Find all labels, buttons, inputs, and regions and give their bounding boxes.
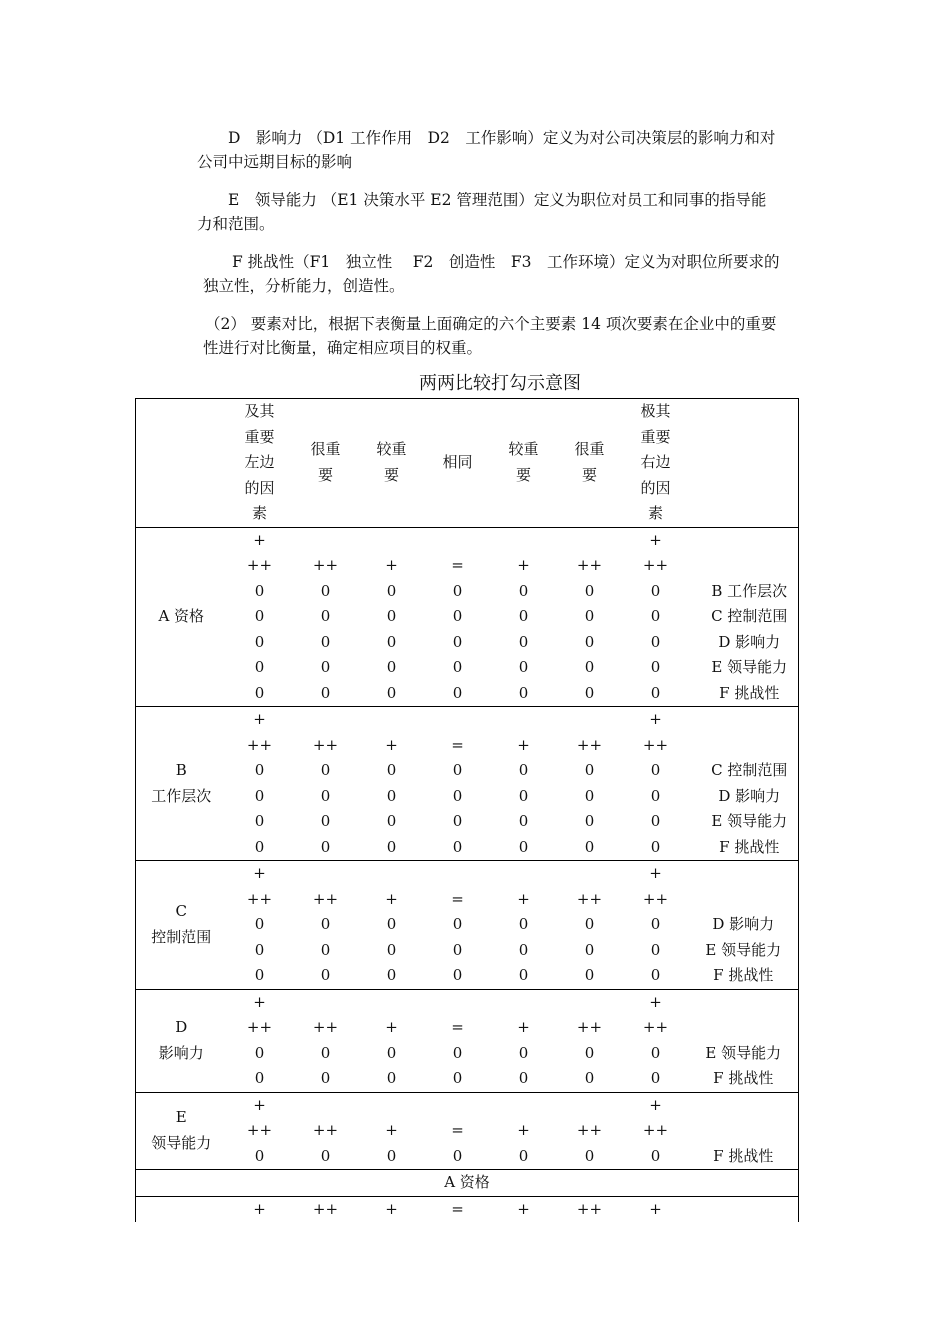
radio-zero[interactable]: 0 — [320, 658, 331, 676]
mark-row-plus — [136, 1092, 799, 1118]
mark-cell: = — [451, 556, 464, 574]
paragraph-f-line1: F 挑战性（F1 独立性 F2 创造性 F3 工作环境）定义为对职位所要求的 — [232, 253, 780, 271]
radio-zero[interactable]: 0 — [518, 940, 529, 959]
radio-zero[interactable]: 0 — [584, 581, 595, 600]
paragraph-d — [197, 126, 809, 174]
blank-cell — [689, 1092, 799, 1118]
mark-cell: + — [385, 1121, 398, 1139]
header-label: 相同 — [442, 453, 473, 471]
option-row — [136, 1066, 799, 1092]
radio-zero[interactable]: 0 — [584, 607, 595, 625]
right-factor-label: E 领导能力 — [705, 940, 782, 959]
mark-cell: + — [517, 556, 530, 574]
option-row — [136, 784, 799, 810]
right-factor-label: F 挑战性 — [713, 1069, 774, 1087]
mark-cell: = — [451, 889, 464, 908]
header-cell — [425, 399, 491, 528]
radio-zero[interactable]: 0 — [452, 786, 463, 805]
mark-cell: + — [623, 861, 689, 887]
radio-zero[interactable]: 0 — [452, 761, 463, 779]
radio-zero[interactable]: 0 — [320, 1043, 331, 1062]
mark-row-double — [136, 1015, 799, 1041]
mark-cell: ++ — [576, 735, 603, 754]
mark-cell: ++ — [312, 889, 339, 908]
option-row — [136, 963, 799, 989]
mark-cell — [491, 1092, 557, 1118]
mark-cell: ++ — [246, 1121, 273, 1139]
footer-label-row — [136, 1170, 799, 1197]
radio-zero[interactable]: 0 — [650, 761, 661, 779]
mark-cell — [557, 989, 623, 1015]
option-row — [136, 1144, 799, 1170]
paragraph-f-line2: 独立性，分析能力，创造性。 — [203, 277, 405, 295]
group-label-line1: E — [175, 1108, 187, 1127]
mark-row-plus — [136, 989, 799, 1015]
group-label-line1: D — [175, 1018, 188, 1036]
mark-cell: ++ — [246, 889, 273, 908]
radio-zero[interactable]: 0 — [386, 837, 397, 856]
right-factor-label: F 挑战性 — [719, 683, 780, 702]
radio-zero[interactable]: 0 — [518, 581, 529, 600]
paragraph-e — [197, 188, 809, 236]
mark-row-double — [136, 887, 799, 913]
radio-zero[interactable]: 0 — [386, 940, 397, 959]
radio-zero[interactable]: 0 — [452, 940, 463, 959]
radio-zero[interactable]: 0 — [650, 812, 661, 830]
group-label-line1: B — [175, 761, 187, 779]
header-label: 很重要 — [574, 440, 605, 484]
mark-cell: ++ — [246, 556, 273, 574]
right-factor-label: C 控制范围 — [711, 607, 788, 625]
radio-zero[interactable]: 0 — [452, 915, 463, 933]
radio-zero[interactable]: 0 — [452, 658, 463, 676]
blank-cell — [689, 1118, 799, 1144]
radio-zero[interactable]: 0 — [320, 837, 331, 856]
header-label: 较重要 — [376, 440, 407, 484]
mark-cell: ++ — [576, 1121, 603, 1139]
paragraph-2 — [197, 312, 809, 360]
blank-cell — [689, 553, 799, 579]
group-label — [136, 527, 227, 707]
mark-cell: ++ — [576, 889, 603, 908]
mark-cell: + — [227, 707, 293, 733]
mark-cell: ++ — [312, 1018, 339, 1036]
mark-cell — [425, 707, 491, 733]
mark-cell: ++ — [293, 1196, 359, 1222]
mark-row-double — [136, 1118, 799, 1144]
radio-zero[interactable]: 0 — [518, 837, 529, 856]
right-factor-label: C 控制范围 — [711, 761, 788, 779]
radio-zero[interactable]: 0 — [386, 915, 397, 933]
mark-cell — [359, 861, 425, 887]
header-label: 及其重要左边的因素 — [244, 402, 275, 522]
right-factor-label: F 挑战性 — [719, 837, 780, 856]
radio-zero[interactable]: 0 — [518, 683, 529, 702]
option-row — [136, 758, 799, 784]
blank-cell — [689, 1015, 799, 1041]
radio-zero[interactable]: 0 — [254, 837, 265, 856]
right-factor-label: F 挑战性 — [713, 966, 774, 984]
mark-cell: ++ — [642, 735, 669, 754]
paragraph-f — [197, 250, 809, 298]
radio-zero[interactable]: 0 — [452, 1043, 463, 1062]
mark-row-plus — [136, 707, 799, 733]
radio-zero[interactable]: 0 — [320, 786, 331, 805]
radio-zero[interactable]: 0 — [650, 1043, 661, 1062]
option-row — [136, 938, 799, 964]
radio-zero[interactable]: 0 — [320, 607, 331, 625]
radio-zero[interactable]: 0 — [452, 632, 463, 651]
radio-zero[interactable]: 0 — [518, 1069, 529, 1087]
mark-cell: ++ — [312, 735, 339, 754]
radio-zero[interactable]: 0 — [254, 761, 265, 779]
right-factor-label: D 影响力 — [718, 786, 781, 805]
mark-cell: + — [385, 1018, 398, 1036]
mark-cell: ++ — [246, 735, 273, 754]
radio-zero[interactable]: 0 — [386, 683, 397, 702]
mark-cell: + — [623, 527, 689, 553]
radio-zero[interactable]: 0 — [452, 607, 463, 625]
radio-zero[interactable]: 0 — [584, 1043, 595, 1062]
mark-cell: ++ — [557, 1196, 623, 1222]
radio-zero[interactable]: 0 — [254, 607, 265, 625]
radio-zero[interactable]: 0 — [254, 812, 265, 830]
mark-row-plus — [136, 527, 799, 553]
blank-cell — [689, 707, 799, 733]
radio-zero[interactable]: 0 — [650, 683, 661, 702]
radio-zero[interactable]: 0 — [452, 966, 463, 984]
radio-zero[interactable]: 0 — [584, 915, 595, 933]
radio-zero[interactable]: 0 — [386, 1146, 397, 1165]
mark-cell: ++ — [642, 889, 669, 908]
blank-cell — [689, 733, 799, 759]
radio-zero[interactable]: 0 — [254, 683, 265, 702]
mark-cell — [491, 707, 557, 733]
radio-zero[interactable]: 0 — [518, 632, 529, 651]
radio-zero[interactable]: 0 — [320, 915, 331, 933]
radio-zero[interactable]: 0 — [320, 940, 331, 959]
radio-zero[interactable]: 0 — [452, 581, 463, 600]
radio-zero[interactable]: 0 — [650, 607, 661, 625]
mark-cell: + — [227, 861, 293, 887]
radio-zero[interactable]: 0 — [452, 683, 463, 702]
header-blank — [136, 399, 227, 528]
mark-cell: ++ — [642, 1121, 669, 1139]
footer-group-label: A 资格 — [136, 1170, 799, 1197]
radio-zero[interactable]: 0 — [650, 786, 661, 805]
radio-zero[interactable]: 0 — [518, 1146, 529, 1165]
radio-zero[interactable]: 0 — [254, 1146, 265, 1165]
mark-cell: + — [359, 1196, 425, 1222]
radio-zero[interactable]: 0 — [650, 966, 661, 984]
mark-row-double — [136, 553, 799, 579]
mark-cell — [491, 989, 557, 1015]
group-label-line2: 领导能力 — [151, 1133, 212, 1152]
header-cell — [359, 399, 425, 528]
mark-cell: + — [517, 1121, 530, 1139]
radio-zero[interactable]: 0 — [320, 812, 331, 830]
radio-zero[interactable]: 0 — [386, 1043, 397, 1062]
mark-cell: + — [623, 707, 689, 733]
mark-cell: + — [623, 989, 689, 1015]
mark-cell: + — [385, 556, 398, 574]
radio-zero[interactable]: 0 — [518, 761, 529, 779]
group-label-line1: C — [175, 902, 187, 921]
mark-cell — [557, 861, 623, 887]
radio-zero[interactable]: 0 — [518, 1043, 529, 1062]
radio-zero[interactable]: 0 — [386, 658, 397, 676]
mark-cell — [359, 1092, 425, 1118]
table-caption: 两两比较打勾示意图 — [419, 373, 581, 394]
radio-zero[interactable]: 0 — [584, 1146, 595, 1165]
group-label-line2: 控制范围 — [151, 927, 212, 946]
header-label: 较重要 — [508, 440, 539, 484]
mark-cell: = — [425, 1196, 491, 1222]
radio-zero[interactable]: 0 — [518, 786, 529, 805]
radio-zero[interactable]: 0 — [584, 786, 595, 805]
right-factor-label: B 工作层次 — [711, 581, 788, 600]
radio-zero[interactable]: 0 — [584, 940, 595, 959]
radio-zero[interactable]: 0 — [254, 786, 265, 805]
group-label — [136, 1092, 227, 1170]
mark-row-plus — [136, 861, 799, 887]
blank-cell — [689, 861, 799, 887]
option-row — [136, 1041, 799, 1067]
blank-cell — [689, 887, 799, 913]
mark-cell — [557, 707, 623, 733]
option-row — [136, 835, 799, 861]
radio-zero[interactable]: 0 — [320, 966, 331, 984]
radio-zero[interactable]: 0 — [254, 915, 265, 933]
radio-zero[interactable]: 0 — [386, 607, 397, 625]
paragraph-2-line1: （2） 要素对比，根据下表衡量上面确定的六个主要素 14 项次要素在企业中的重要 — [205, 315, 777, 333]
mark-cell — [293, 527, 359, 553]
radio-zero[interactable]: 0 — [518, 658, 529, 676]
mark-cell: = — [451, 1018, 464, 1036]
mark-cell: + — [491, 1196, 557, 1222]
radio-zero[interactable]: 0 — [254, 658, 265, 676]
radio-zero[interactable]: 0 — [320, 581, 331, 600]
option-row — [136, 579, 799, 605]
header-cell — [293, 399, 359, 528]
mark-cell — [359, 707, 425, 733]
option-row — [136, 604, 799, 630]
mark-cell: + — [385, 889, 398, 908]
mark-cell — [293, 861, 359, 887]
mark-cell: + — [227, 1196, 293, 1222]
mark-cell: + — [227, 527, 293, 553]
radio-zero[interactable]: 0 — [452, 1069, 463, 1087]
mark-cell: ++ — [642, 556, 669, 574]
mark-row-double — [136, 733, 799, 759]
radio-zero[interactable]: 0 — [650, 581, 661, 600]
mark-cell — [359, 989, 425, 1015]
header-label: 很重要 — [310, 440, 341, 484]
mark-cell: ++ — [642, 1018, 669, 1036]
radio-zero[interactable]: 0 — [386, 581, 397, 600]
mark-cell — [425, 861, 491, 887]
option-row — [136, 809, 799, 835]
mark-cell: + — [623, 1092, 689, 1118]
radio-zero[interactable]: 0 — [518, 607, 529, 625]
radio-zero[interactable]: 0 — [584, 837, 595, 856]
paragraph-d-line2: 公司中远期目标的影响 — [197, 153, 353, 171]
mark-cell — [425, 1092, 491, 1118]
radio-zero[interactable]: 0 — [386, 632, 397, 651]
radio-zero[interactable]: 0 — [254, 1043, 265, 1062]
group-label-line2: 影响力 — [158, 1043, 204, 1062]
header-row — [136, 399, 799, 528]
mark-cell: + — [385, 735, 398, 754]
radio-zero[interactable]: 0 — [254, 581, 265, 600]
mark-cell: = — [451, 1121, 464, 1139]
blank-cell — [689, 527, 799, 553]
option-row — [136, 655, 799, 681]
mark-cell: + — [623, 1196, 689, 1222]
radio-zero[interactable]: 0 — [386, 761, 397, 779]
radio-zero[interactable]: 0 — [650, 1069, 661, 1087]
radio-zero[interactable]: 0 — [650, 837, 661, 856]
radio-zero[interactable]: 0 — [386, 1069, 397, 1087]
radio-zero[interactable]: 0 — [320, 683, 331, 702]
radio-zero[interactable]: 0 — [254, 940, 265, 959]
option-row — [136, 630, 799, 656]
mark-cell — [557, 1092, 623, 1118]
radio-zero[interactable]: 0 — [584, 761, 595, 779]
radio-zero[interactable]: 0 — [452, 837, 463, 856]
radio-zero[interactable]: 0 — [518, 812, 529, 830]
radio-zero[interactable]: 0 — [650, 1146, 661, 1165]
radio-zero[interactable]: 0 — [584, 683, 595, 702]
footer-mark-row — [136, 1196, 799, 1222]
radio-zero[interactable]: 0 — [584, 632, 595, 651]
mark-cell: + — [517, 1018, 530, 1036]
group-label — [136, 861, 227, 990]
group-label-line2: 工作层次 — [151, 786, 212, 805]
mark-cell — [491, 527, 557, 553]
radio-zero[interactable]: 0 — [518, 966, 529, 984]
mark-cell — [557, 527, 623, 553]
right-factor-label: E 领导能力 — [705, 1043, 782, 1062]
mark-cell: ++ — [576, 1018, 603, 1036]
right-factor-label: E 领导能力 — [711, 658, 788, 676]
radio-zero[interactable]: 0 — [584, 812, 595, 830]
mark-cell: = — [451, 735, 464, 754]
radio-zero[interactable]: 0 — [584, 658, 595, 676]
header-cell — [491, 399, 557, 528]
right-factor-label: D 影响力 — [712, 915, 775, 933]
mark-cell: ++ — [576, 556, 603, 574]
mark-cell — [425, 989, 491, 1015]
option-row — [136, 681, 799, 707]
mark-cell — [293, 989, 359, 1015]
radio-zero[interactable]: 0 — [254, 966, 265, 984]
radio-zero[interactable]: 0 — [320, 761, 331, 779]
mark-cell — [293, 1092, 359, 1118]
paragraph-d-line1: D 影响力 （D1 工作作用 D2 工作影响）定义为对公司决策层的影响力和对 — [228, 129, 776, 147]
radio-zero[interactable]: 0 — [650, 940, 661, 959]
mark-cell: ++ — [312, 556, 339, 574]
radio-zero[interactable]: 0 — [254, 1069, 265, 1087]
radio-zero[interactable]: 0 — [320, 1069, 331, 1087]
paragraph-2-line2: 性进行对比衡量，确定相应项目的权重。 — [203, 339, 483, 357]
radio-zero[interactable]: 0 — [650, 632, 661, 651]
mark-cell: ++ — [312, 1121, 339, 1139]
mark-cell: + — [227, 1092, 293, 1118]
paragraph-e-line2: 力和范围。 — [197, 215, 275, 233]
radio-zero[interactable]: 0 — [650, 915, 661, 933]
blank-cell — [689, 1196, 799, 1222]
option-row — [136, 912, 799, 938]
radio-zero[interactable]: 0 — [452, 812, 463, 830]
group-label — [136, 707, 227, 861]
mark-cell — [425, 527, 491, 553]
blank-cell — [689, 989, 799, 1015]
radio-zero[interactable]: 0 — [584, 966, 595, 984]
group-label — [136, 989, 227, 1092]
right-factor-label: E 领导能力 — [711, 812, 788, 830]
radio-zero[interactable]: 0 — [386, 786, 397, 805]
radio-zero[interactable]: 0 — [320, 632, 331, 651]
header-cell — [557, 399, 623, 528]
header-label: 极其重要右边的因素 — [640, 402, 671, 522]
mark-cell — [491, 861, 557, 887]
header-cell — [227, 399, 293, 528]
radio-zero[interactable]: 0 — [650, 658, 661, 676]
mark-cell: ++ — [246, 1018, 273, 1036]
radio-zero[interactable]: 0 — [320, 1146, 331, 1165]
radio-zero[interactable]: 0 — [584, 1069, 595, 1087]
mark-cell: + — [517, 735, 530, 754]
radio-zero[interactable]: 0 — [386, 966, 397, 984]
radio-zero[interactable]: 0 — [518, 915, 529, 933]
radio-zero[interactable]: 0 — [452, 1146, 463, 1165]
blank-cell — [136, 1196, 227, 1222]
mark-cell — [359, 527, 425, 553]
mark-cell: + — [227, 989, 293, 1015]
header-blank — [689, 399, 799, 528]
mark-cell — [293, 707, 359, 733]
mark-cell: + — [517, 889, 530, 908]
radio-zero[interactable]: 0 — [254, 632, 265, 651]
paragraph-e-line1: E 领导能力 （E1 决策水平 E2 管理范围）定义为职位对员工和同事的指导能 — [228, 191, 767, 209]
group-label-line1: A 资格 — [158, 607, 205, 625]
right-factor-label: D 影响力 — [718, 632, 781, 651]
comparison-table — [135, 398, 799, 1222]
radio-zero[interactable]: 0 — [386, 812, 397, 830]
header-cell — [623, 399, 689, 528]
right-factor-label: F 挑战性 — [713, 1146, 774, 1165]
